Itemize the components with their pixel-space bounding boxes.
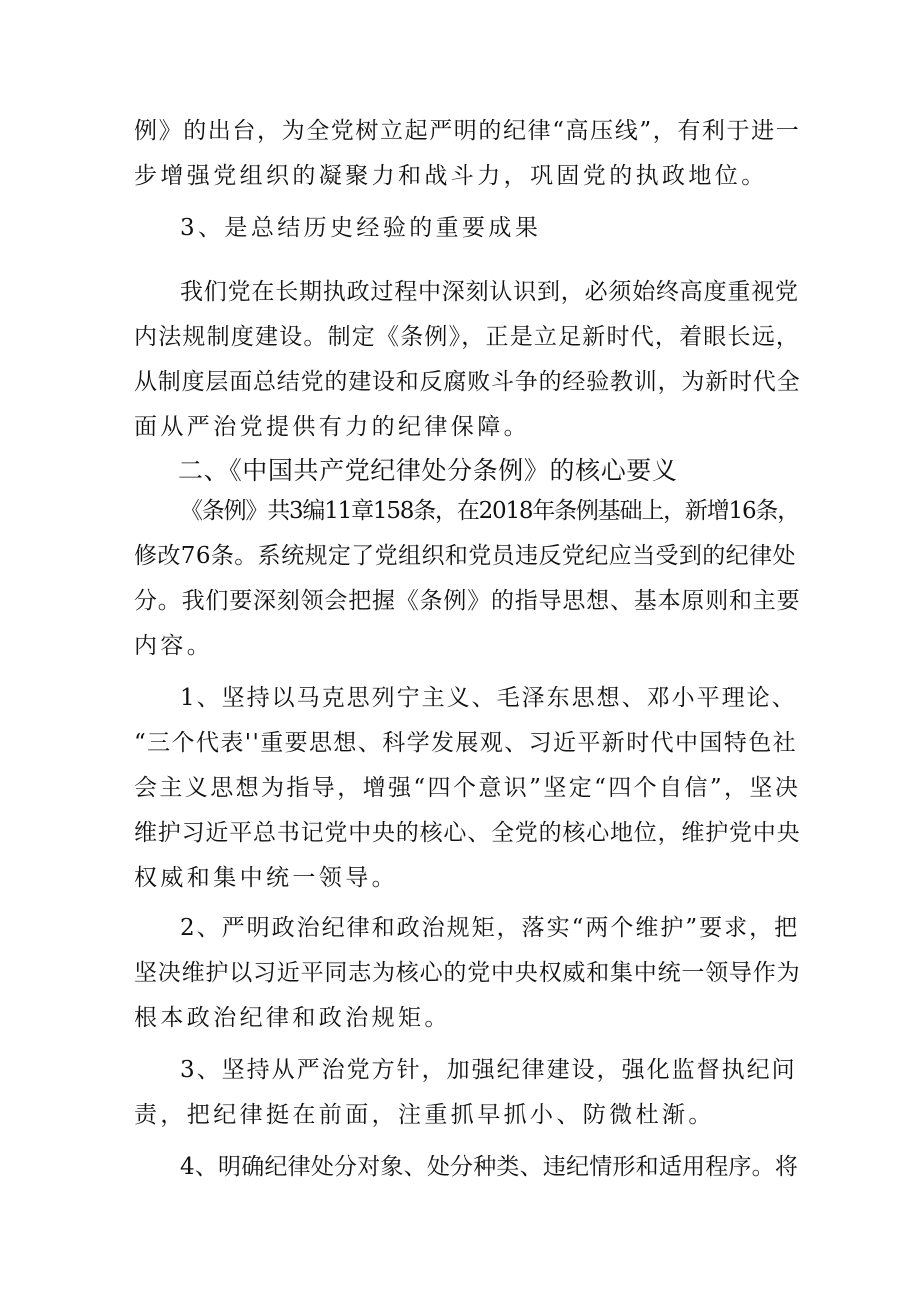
item1-line-3: 会主义思想为指导，增强“四个意识”坚定“四个自信”，坚决 [134,775,801,801]
item1-line-4: 维护习近平总书记党中央的核心、全党的核心地位，维护党中央 [134,820,801,846]
section2-heading: 二、《中国共产党纪律处分条例》的核心要义 [178,456,678,485]
item4-line-1: 4、明确纪律处分对象、处分种类、违纪情形和适用程序。将 [180,1154,799,1180]
item3-line-2: 责，把纪律挺在前面，注重抓早抓小、防微杜渐。 [134,1102,715,1128]
intro-line-2: 步增强党组织的凝聚力和战斗力，巩固党的执政地位。 [134,163,768,189]
point3-body-line-2: 内法规制度建设。制定《条例》，正是立足新时代，着眼长远， [134,324,801,350]
point3-body-line-1: 我们党在长期执政过程中深刻认识到，必须始终高度重视党 [180,279,799,305]
intro-line-1: 例》的出台，为全党树立起严明的纪律“高压线”，有利于进一 [134,118,801,144]
item1-line-1: 1、坚持以马克思列宁主义、毛泽东思想、邓小平理论、 [180,685,797,711]
item2-line-3: 根本政治纪律和政治规矩。 [134,1005,451,1031]
item3-line-1: 3、坚持从严治党方针，加强纪律建设，强化监督执纪问 [180,1057,797,1083]
item1-line-2: “三个代表''重要思想、科学发展观、习近平新时代中国特色社 [134,730,798,756]
section2-intro-line-2: 修改76条。系统规定了党组织和党员违反党纪应当受到的纪律处 [134,543,796,569]
point3-body-line-3: 从制度层面总结党的建设和反腐败斗争的经验教训，为新时代全 [134,369,801,395]
section2-intro-line-4: 内容。 [134,633,214,659]
section2-intro-line-3: 分。我们要深刻领会把握《条例》的指导思想、基本原则和主要 [134,588,801,614]
item1-line-5: 权威和集中统一领导。 [134,865,398,891]
section2-intro-line-1: 《条例》共3编11章158条，在2018年条例基础上，新增16条， [180,498,799,524]
point3-body-line-4: 面从严治党提供有力的纪律保障。 [134,414,530,440]
item2-line-2: 坚决维护以习近平同志为核心的党中央权威和集中统一领导作为 [134,960,801,986]
point3-title: 3、是总结历史经验的重要成果 [180,215,542,241]
item2-line-1: 2、严明政治纪律和政治规矩，落实“两个维护”要求，把 [180,915,800,941]
